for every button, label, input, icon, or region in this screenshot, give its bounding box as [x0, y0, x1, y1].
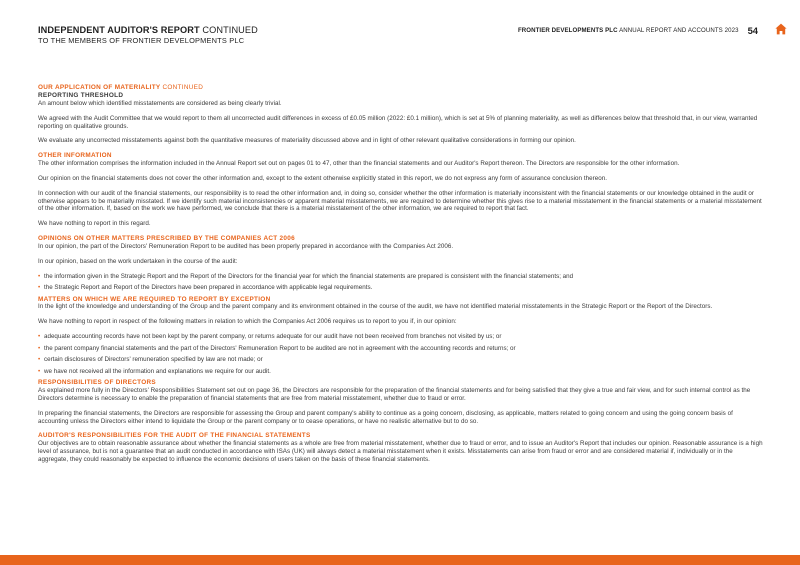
footer-bar: [0, 555, 800, 565]
bullet-list: [38, 273, 764, 292]
list-item: • we have not received all the information and explanations we require for our audit.: [38, 368, 764, 376]
list-item: • the Strategic Report and Report of the Directors have been prepared in accordance with applicable legal requirements.: [38, 284, 764, 292]
paragraph: We have nothing to report in respect of the following matters in relation to which the Companies Act 2006 requires us to report to you if, in our opinion:: [38, 318, 457, 326]
paragraph: In our opinion, based on the work undertaken in the course of the audit:: [38, 257, 238, 265]
paragraph: Our opinion on the financial statements does not cover the other information and, except to the extent otherwise explicitly stated in this report, we do not express any form of assurance conclusion thereon.: [38, 174, 607, 182]
subheading-reporting-threshold: REPORTING THRESHOLD: [38, 91, 124, 99]
page-number: 54: [747, 25, 758, 36]
paragraph: In connection with our audit of the financial statements, our responsibility is to read the other information and, in doing so, consider whether the other information is materially inconsistent with the financial statements or our knowledge obtained in the audit or otherwise appears to be materially misstated. If we identify such material inconsistencies or apparent material misstatements, we are required to determine whether this gives rise to a material misstatement in the financial statements or a material misstatement of the other information. If, based on the work we have performed, we conclude that there is a material misstatement of the other information, we are required to report that fact.: [38, 189, 762, 213]
page-header: [38, 25, 258, 46]
paragraph: Our objectives are to obtain reasonable assurance about whether the financial statements as a whole are free from material misstatement, whether due to fraud or error, and to issue an Auditor's Report that includes our opinion. Reasonable assurance is a high level of assurance, but is not a guarantee that an audit conducted in accordance with ISAs (UK) will always detect a material misstatement when it exists. Misstatements can arise from fraud or error and are considered material if, individually or in the aggregate, they could reasonably be expected to influence the economic decisions of users taken on the basis of these financial statements.: [38, 440, 763, 464]
list-item: • the information given in the Strategic Report and the Report of the Directors for the financial year for which the financial statements are prepared is consistent with the financial statements; and: [38, 273, 764, 281]
company-report-label: FRONTIER DEVELOPMENTS PLC ANNUAL REPORT AND ACCOUNTS 2023: [517, 27, 739, 34]
bullet-list: [38, 333, 764, 375]
report-subtitle: TO THE MEMBERS OF FRONTIER DEVELOPMENTS PLC: [38, 36, 245, 45]
list-item: • certain disclosures of Directors' remuneration specified by law are not made; or: [38, 356, 764, 364]
list-item: • the parent company financial statements and the part of the Directors' Remuneration Report to be audited are not in agreement with the accounting records and returns; or: [38, 345, 764, 353]
paragraph: As explained more fully in the Directors' Responsibilities Statement set out on page 36, the Directors are responsible for the preparation of the financial statements and for being satisfied that they give a true and fair view, and for such internal control as the Directors determine is necessary to enable the preparation of financial statements that are free from material misstatement, whether due to fraud or error.: [38, 386, 751, 402]
running-header: [518, 25, 758, 36]
paragraph: In preparing the financial statements, the Directors are responsible for assessing the Group and parent company's ability to continue as a going concern, disclosing, as applicable, matters related to going concern and using the going concern basis of accounting unless the Directors either intend to liquidate the Group or the parent company or to cease operations, or have no realistic alternative but to do so.: [38, 409, 733, 425]
section-heading-responsibilities-of-directors: RESPONSIBILITIES OF DIRECTORS: [38, 379, 156, 387]
section-heading-report-by-exception: MATTERS ON WHICH WE ARE REQUIRED TO REPORT BY EXCEPTION: [38, 295, 271, 303]
paragraph: In our opinion, the part of the Directors' Remuneration Report to be audited has been properly prepared in accordance with the Companies Act 2006.: [38, 242, 454, 250]
section-heading-auditor-responsibilities: AUDITOR'S RESPONSIBILITIES FOR THE AUDIT OF THE FINANCIAL STATEMENTS: [38, 432, 311, 440]
section-heading-other-information: OTHER INFORMATION: [38, 152, 112, 160]
report-body: [38, 84, 764, 471]
paragraph: In the light of the knowledge and understanding of the Group and the parent company and its environment obtained in the course of the audit, we have not identified material misstatements in the Strategic Report or the Report of the Directors.: [38, 303, 713, 311]
paragraph: We agreed with the Audit Committee that we would report to them all uncorrected audit differences in excess of £0.05 million (2022: £0.1 million), which is set at 5% of planning materiality, as well as differences below that threshold that, in our view, warranted reporting on qualitative grounds.: [38, 114, 758, 130]
paragraph: We have nothing to report in this regard.: [38, 220, 151, 228]
report-title: INDEPENDENT AUDITOR'S REPORT CONTINUED: [38, 25, 258, 35]
paragraph: We evaluate any uncorrected misstatements against both the quantitative measures of materiality discussed above and in light of other relevant qualitative considerations in forming our opinion.: [38, 137, 576, 145]
section-heading-materiality: OUR APPLICATION OF MATERIALITY CONTINUED: [38, 84, 204, 91]
home-icon[interactable]: [775, 23, 787, 35]
section-heading-companies-act: OPINIONS ON OTHER MATTERS PRESCRIBED BY THE COMPANIES ACT 2006: [38, 235, 295, 243]
list-item: • adequate accounting records have not been kept by the parent company, or returns adequate for our audit have not been received from branches not visited by us; or: [38, 333, 764, 341]
paragraph: The other information comprises the information included in the Annual Report set out on pages 01 to 47, other than the financial statements and our Auditor's Report thereon. The Directors are responsible for the other information.: [38, 160, 680, 168]
paragraph: An amount below which identified misstatements are considered as being clearly trivial.: [38, 99, 282, 107]
